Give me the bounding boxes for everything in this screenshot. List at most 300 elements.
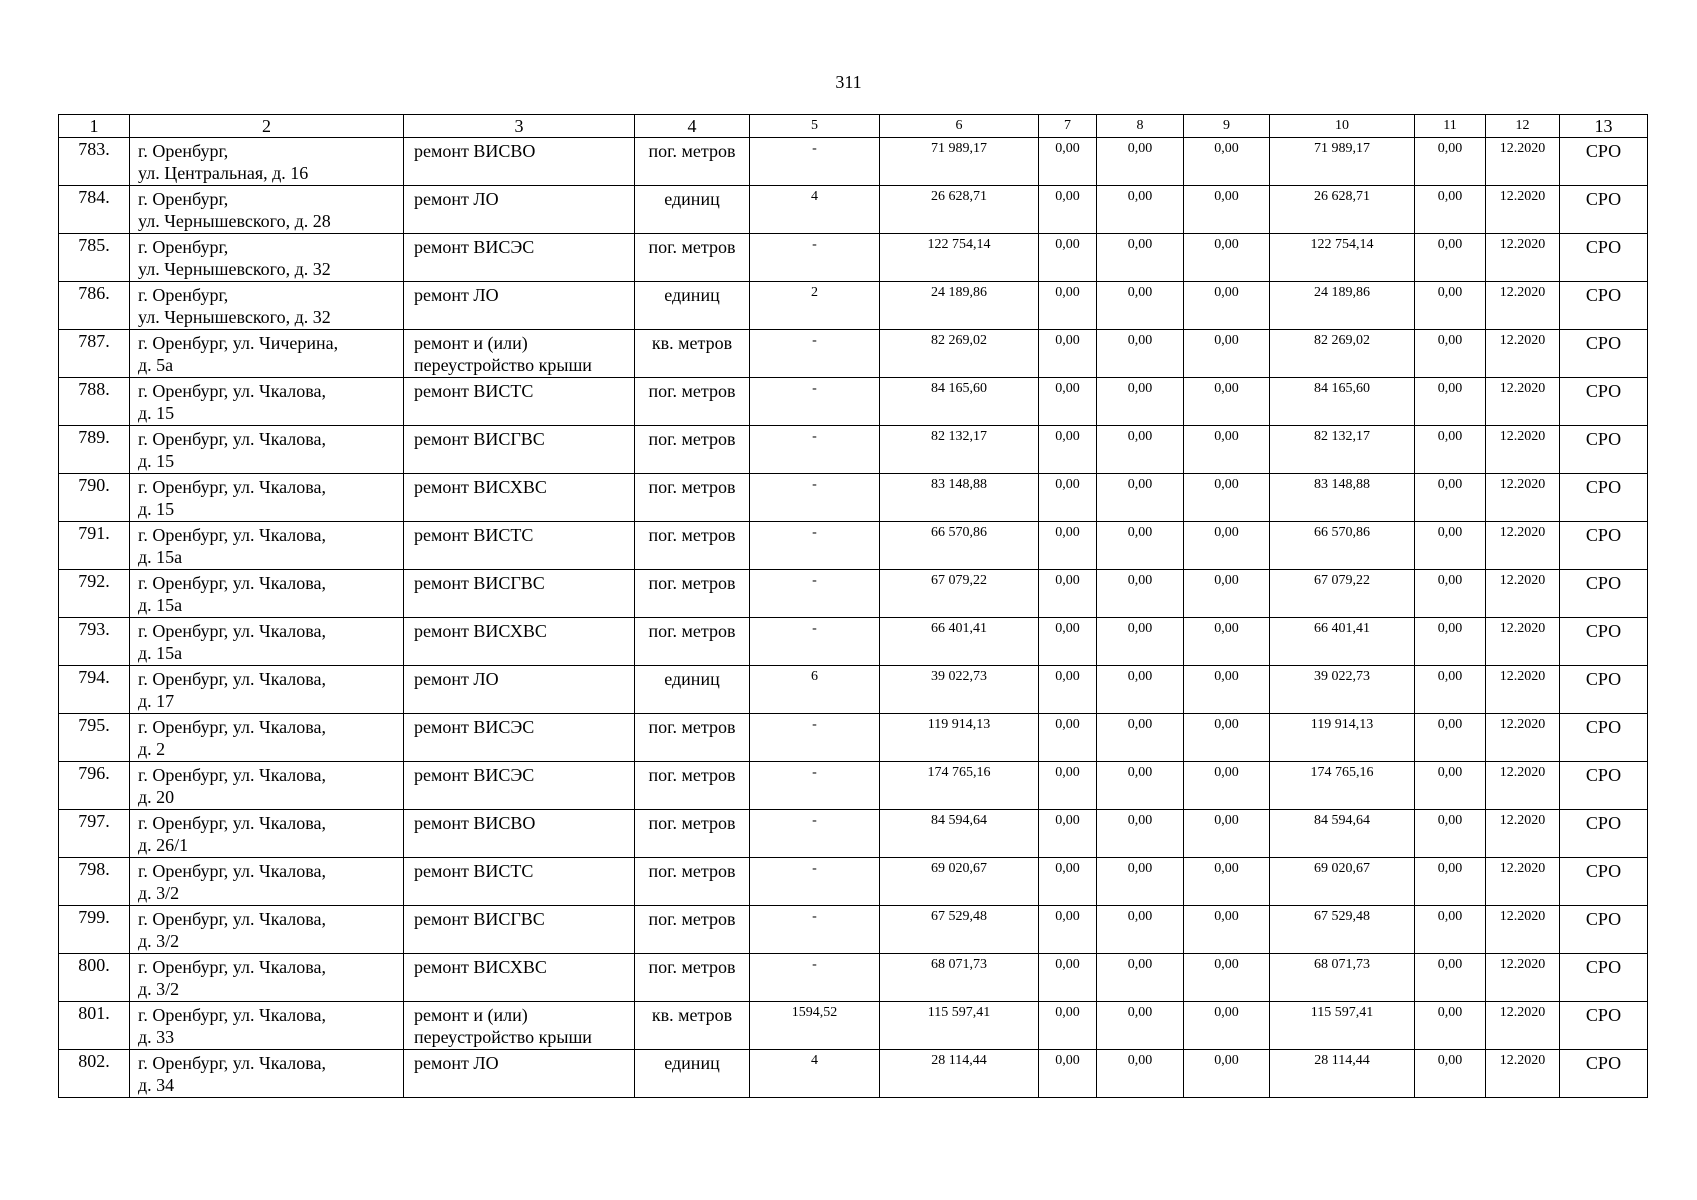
method-cell: СРО bbox=[1560, 186, 1648, 234]
value-cell-11: 0,00 bbox=[1415, 570, 1486, 618]
date-cell: 12.2020 bbox=[1486, 1050, 1560, 1098]
address-cell-line: д. 15 bbox=[138, 403, 175, 423]
value-cell-10: 24 189,86 bbox=[1270, 282, 1415, 330]
table-row bbox=[59, 1050, 1648, 1098]
row-number-cell: 802. bbox=[59, 1050, 130, 1098]
method-cell: СРО bbox=[1560, 330, 1648, 378]
value-cell-8: 0,00 bbox=[1097, 474, 1184, 522]
address-cell-line: г. Оренбург, bbox=[138, 285, 229, 305]
value-cell-10: 84 594,64 bbox=[1270, 810, 1415, 858]
work-type-cell bbox=[404, 522, 635, 570]
address-cell-line: ул. Чернышевского, д. 28 bbox=[138, 211, 331, 231]
value-cell-7: 0,00 bbox=[1039, 810, 1097, 858]
value-cell-9: 0,00 bbox=[1184, 666, 1270, 714]
value-cell-7: 0,00 bbox=[1039, 666, 1097, 714]
date-cell: 12.2020 bbox=[1486, 234, 1560, 282]
address-cell bbox=[130, 186, 404, 234]
value-cell-11: 0,00 bbox=[1415, 906, 1486, 954]
volume-cell: - bbox=[750, 234, 880, 282]
value-cell-11: 0,00 bbox=[1415, 522, 1486, 570]
work-type-cell bbox=[404, 1002, 635, 1050]
table-row bbox=[59, 810, 1648, 858]
method-cell: СРО bbox=[1560, 906, 1648, 954]
work-type-cell-line: ремонт ВИСВО bbox=[414, 141, 536, 161]
total-cost-cell: 67 529,48 bbox=[880, 906, 1039, 954]
address-cell-line: д. 15а bbox=[138, 547, 183, 567]
date-cell: 12.2020 bbox=[1486, 570, 1560, 618]
address-cell bbox=[130, 666, 404, 714]
address-cell bbox=[130, 714, 404, 762]
table-row bbox=[59, 426, 1648, 474]
total-cost-cell: 26 628,71 bbox=[880, 186, 1039, 234]
date-cell: 12.2020 bbox=[1486, 186, 1560, 234]
volume-cell: - bbox=[750, 810, 880, 858]
address-cell-line: ул. Чернышевского, д. 32 bbox=[138, 259, 331, 279]
row-number-cell: 796. bbox=[59, 762, 130, 810]
unit-cell: пог. метров bbox=[635, 618, 750, 666]
volume-cell: 4 bbox=[750, 1050, 880, 1098]
value-cell-9: 0,00 bbox=[1184, 714, 1270, 762]
method-cell: СРО bbox=[1560, 1002, 1648, 1050]
value-cell-8: 0,00 bbox=[1097, 618, 1184, 666]
value-cell-11: 0,00 bbox=[1415, 810, 1486, 858]
date-cell: 12.2020 bbox=[1486, 714, 1560, 762]
value-cell-9: 0,00 bbox=[1184, 810, 1270, 858]
address-cell bbox=[130, 858, 404, 906]
work-type-cell-line: ремонт ЛО bbox=[414, 1053, 499, 1073]
volume-cell: - bbox=[750, 426, 880, 474]
unit-cell: пог. метров bbox=[635, 378, 750, 426]
method-cell: СРО bbox=[1560, 378, 1648, 426]
work-type-cell bbox=[404, 234, 635, 282]
address-cell-line: г. Оренбург, ул. Чкалова, bbox=[138, 813, 327, 833]
address-cell bbox=[130, 378, 404, 426]
value-cell-8: 0,00 bbox=[1097, 858, 1184, 906]
work-type-cell bbox=[404, 282, 635, 330]
address-cell-line: д. 3/2 bbox=[138, 883, 180, 903]
table-row bbox=[59, 666, 1648, 714]
value-cell-9: 0,00 bbox=[1184, 858, 1270, 906]
volume-cell: - bbox=[750, 138, 880, 186]
work-type-cell bbox=[404, 906, 635, 954]
address-cell-line: г. Оренбург, ул. Чкалова, bbox=[138, 573, 327, 593]
value-cell-7: 0,00 bbox=[1039, 426, 1097, 474]
value-cell-11: 0,00 bbox=[1415, 330, 1486, 378]
value-cell-8: 0,00 bbox=[1097, 1002, 1184, 1050]
row-number-cell: 784. bbox=[59, 186, 130, 234]
value-cell-11: 0,00 bbox=[1415, 714, 1486, 762]
column-header: 8 bbox=[1097, 115, 1184, 138]
work-type-cell bbox=[404, 186, 635, 234]
address-cell bbox=[130, 330, 404, 378]
date-cell: 12.2020 bbox=[1486, 426, 1560, 474]
work-type-cell-line: переустройство крыши bbox=[414, 355, 592, 375]
address-cell-line: д. 15 bbox=[138, 499, 175, 519]
value-cell-9: 0,00 bbox=[1184, 474, 1270, 522]
row-number-cell: 785. bbox=[59, 234, 130, 282]
table-row bbox=[59, 378, 1648, 426]
table-row bbox=[59, 762, 1648, 810]
page-number: 311 bbox=[835, 72, 862, 92]
work-type-cell bbox=[404, 810, 635, 858]
value-cell-11: 0,00 bbox=[1415, 954, 1486, 1002]
table-body bbox=[59, 138, 1648, 1098]
work-type-cell-line: ремонт ВИСГВС bbox=[414, 429, 545, 449]
value-cell-7: 0,00 bbox=[1039, 954, 1097, 1002]
value-cell-10: 68 071,73 bbox=[1270, 954, 1415, 1002]
volume-cell: - bbox=[750, 330, 880, 378]
work-type-cell-line: ремонт ВИСХВС bbox=[414, 477, 547, 497]
date-cell: 12.2020 bbox=[1486, 474, 1560, 522]
volume-cell: 2 bbox=[750, 282, 880, 330]
value-cell-7: 0,00 bbox=[1039, 906, 1097, 954]
value-cell-7: 0,00 bbox=[1039, 1002, 1097, 1050]
address-cell-line: г. Оренбург, ул. Чкалова, bbox=[138, 621, 327, 641]
value-cell-7: 0,00 bbox=[1039, 618, 1097, 666]
value-cell-9: 0,00 bbox=[1184, 762, 1270, 810]
value-cell-10: 119 914,13 bbox=[1270, 714, 1415, 762]
address-cell bbox=[130, 474, 404, 522]
address-cell-line: г. Оренбург, ул. Чкалова, bbox=[138, 909, 327, 929]
address-cell-line: г. Оренбург, ул. Чкалова, bbox=[138, 717, 327, 737]
column-header: 12 bbox=[1486, 115, 1560, 138]
date-cell: 12.2020 bbox=[1486, 810, 1560, 858]
address-cell-line: г. Оренбург, ул. Чкалова, bbox=[138, 669, 327, 689]
value-cell-9: 0,00 bbox=[1184, 1002, 1270, 1050]
value-cell-11: 0,00 bbox=[1415, 138, 1486, 186]
value-cell-8: 0,00 bbox=[1097, 282, 1184, 330]
method-cell: СРО bbox=[1560, 954, 1648, 1002]
total-cost-cell: 82 269,02 bbox=[880, 330, 1039, 378]
row-number-cell: 801. bbox=[59, 1002, 130, 1050]
work-type-cell-line: ремонт и (или) bbox=[414, 1005, 528, 1025]
address-cell-line: г. Оренбург, ул. Чкалова, bbox=[138, 1005, 327, 1025]
unit-cell: пог. метров bbox=[635, 426, 750, 474]
total-cost-cell: 84 165,60 bbox=[880, 378, 1039, 426]
work-type-cell bbox=[404, 858, 635, 906]
volume-cell: 6 bbox=[750, 666, 880, 714]
work-type-cell-line: ремонт ВИСЭС bbox=[414, 717, 535, 737]
address-cell bbox=[130, 234, 404, 282]
work-type-cell bbox=[404, 666, 635, 714]
table-row bbox=[59, 906, 1648, 954]
table-row bbox=[59, 954, 1648, 1002]
capital-repair-table bbox=[58, 114, 1648, 1098]
value-cell-9: 0,00 bbox=[1184, 234, 1270, 282]
value-cell-8: 0,00 bbox=[1097, 810, 1184, 858]
unit-cell: пог. метров bbox=[635, 810, 750, 858]
column-header: 3 bbox=[404, 115, 635, 138]
value-cell-7: 0,00 bbox=[1039, 378, 1097, 426]
address-cell bbox=[130, 522, 404, 570]
table-row bbox=[59, 714, 1648, 762]
value-cell-11: 0,00 bbox=[1415, 186, 1486, 234]
method-cell: СРО bbox=[1560, 858, 1648, 906]
total-cost-cell: 115 597,41 bbox=[880, 1002, 1039, 1050]
address-cell bbox=[130, 1002, 404, 1050]
row-number-cell: 791. bbox=[59, 522, 130, 570]
total-cost-cell: 83 148,88 bbox=[880, 474, 1039, 522]
method-cell: СРО bbox=[1560, 762, 1648, 810]
value-cell-10: 66 401,41 bbox=[1270, 618, 1415, 666]
volume-cell: - bbox=[750, 618, 880, 666]
date-cell: 12.2020 bbox=[1486, 330, 1560, 378]
unit-cell: единиц bbox=[635, 282, 750, 330]
date-cell: 12.2020 bbox=[1486, 1002, 1560, 1050]
value-cell-8: 0,00 bbox=[1097, 186, 1184, 234]
table-row bbox=[59, 282, 1648, 330]
value-cell-9: 0,00 bbox=[1184, 954, 1270, 1002]
value-cell-7: 0,00 bbox=[1039, 762, 1097, 810]
total-cost-cell: 82 132,17 bbox=[880, 426, 1039, 474]
work-type-cell-line: переустройство крыши bbox=[414, 1027, 592, 1047]
value-cell-10: 39 022,73 bbox=[1270, 666, 1415, 714]
value-cell-11: 0,00 bbox=[1415, 1050, 1486, 1098]
column-header: 4 bbox=[635, 115, 750, 138]
address-cell-line: д. 15а bbox=[138, 643, 183, 663]
unit-cell: пог. метров bbox=[635, 138, 750, 186]
row-number-cell: 797. bbox=[59, 810, 130, 858]
value-cell-11: 0,00 bbox=[1415, 618, 1486, 666]
address-cell-line: г. Оренбург, ул. Чкалова, bbox=[138, 525, 327, 545]
address-cell bbox=[130, 618, 404, 666]
row-number-cell: 786. bbox=[59, 282, 130, 330]
work-type-cell-line: ремонт ЛО bbox=[414, 669, 499, 689]
unit-cell: пог. метров bbox=[635, 954, 750, 1002]
value-cell-8: 0,00 bbox=[1097, 762, 1184, 810]
row-number-cell: 787. bbox=[59, 330, 130, 378]
value-cell-11: 0,00 bbox=[1415, 762, 1486, 810]
row-number-cell: 789. bbox=[59, 426, 130, 474]
address-cell-line: д. 5а bbox=[138, 355, 174, 375]
table-row bbox=[59, 570, 1648, 618]
address-cell-line: д. 2 bbox=[138, 739, 166, 759]
value-cell-10: 28 114,44 bbox=[1270, 1050, 1415, 1098]
work-type-cell bbox=[404, 426, 635, 474]
column-header: 1 bbox=[59, 115, 130, 138]
value-cell-9: 0,00 bbox=[1184, 906, 1270, 954]
volume-cell: 4 bbox=[750, 186, 880, 234]
table-row bbox=[59, 522, 1648, 570]
row-number-cell: 788. bbox=[59, 378, 130, 426]
address-cell-line: ул. Чернышевского, д. 32 bbox=[138, 307, 331, 327]
work-type-cell-line: ремонт ВИСХВС bbox=[414, 621, 547, 641]
address-cell-line: г. Оренбург, ул. Чкалова, bbox=[138, 477, 327, 497]
unit-cell: пог. метров bbox=[635, 474, 750, 522]
address-cell-line: г. Оренбург, bbox=[138, 141, 229, 161]
work-type-cell-line: ремонт и (или) bbox=[414, 333, 528, 353]
address-cell bbox=[130, 762, 404, 810]
table-row bbox=[59, 474, 1648, 522]
value-cell-7: 0,00 bbox=[1039, 234, 1097, 282]
table-row bbox=[59, 858, 1648, 906]
value-cell-11: 0,00 bbox=[1415, 426, 1486, 474]
work-type-cell-line: ремонт ВИСВО bbox=[414, 813, 536, 833]
value-cell-11: 0,00 bbox=[1415, 282, 1486, 330]
unit-cell: пог. метров bbox=[635, 906, 750, 954]
total-cost-cell: 119 914,13 bbox=[880, 714, 1039, 762]
work-type-cell bbox=[404, 378, 635, 426]
work-type-cell-line: ремонт ВИСГВС bbox=[414, 909, 545, 929]
date-cell: 12.2020 bbox=[1486, 858, 1560, 906]
value-cell-7: 0,00 bbox=[1039, 330, 1097, 378]
value-cell-7: 0,00 bbox=[1039, 570, 1097, 618]
unit-cell: единиц bbox=[635, 186, 750, 234]
value-cell-10: 67 529,48 bbox=[1270, 906, 1415, 954]
row-number-cell: 790. bbox=[59, 474, 130, 522]
method-cell: СРО bbox=[1560, 666, 1648, 714]
date-cell: 12.2020 bbox=[1486, 522, 1560, 570]
volume-cell: - bbox=[750, 714, 880, 762]
address-cell bbox=[130, 1050, 404, 1098]
value-cell-9: 0,00 bbox=[1184, 282, 1270, 330]
volume-cell: - bbox=[750, 954, 880, 1002]
row-number-cell: 799. bbox=[59, 906, 130, 954]
value-cell-11: 0,00 bbox=[1415, 1002, 1486, 1050]
address-cell-line: г. Оренбург, ул. Чичерина, bbox=[138, 333, 339, 353]
address-cell bbox=[130, 906, 404, 954]
value-cell-7: 0,00 bbox=[1039, 1050, 1097, 1098]
method-cell: СРО bbox=[1560, 618, 1648, 666]
method-cell: СРО bbox=[1560, 474, 1648, 522]
table-row bbox=[59, 138, 1648, 186]
volume-cell: - bbox=[750, 474, 880, 522]
unit-cell: пог. метров bbox=[635, 522, 750, 570]
table-row bbox=[59, 186, 1648, 234]
value-cell-10: 67 079,22 bbox=[1270, 570, 1415, 618]
total-cost-cell: 71 989,17 bbox=[880, 138, 1039, 186]
work-type-cell bbox=[404, 618, 635, 666]
value-cell-9: 0,00 bbox=[1184, 570, 1270, 618]
value-cell-11: 0,00 bbox=[1415, 858, 1486, 906]
volume-cell: - bbox=[750, 762, 880, 810]
work-type-cell bbox=[404, 1050, 635, 1098]
header-row bbox=[59, 115, 1648, 138]
address-cell bbox=[130, 282, 404, 330]
volume-cell: - bbox=[750, 570, 880, 618]
work-type-cell-line: ремонт ВИСЭС bbox=[414, 765, 535, 785]
column-header: 10 bbox=[1270, 115, 1415, 138]
method-cell: СРО bbox=[1560, 570, 1648, 618]
unit-cell: пог. метров bbox=[635, 858, 750, 906]
value-cell-8: 0,00 bbox=[1097, 570, 1184, 618]
work-type-cell-line: ремонт ВИСТС bbox=[414, 525, 534, 545]
column-header: 13 bbox=[1560, 115, 1648, 138]
value-cell-10: 69 020,67 bbox=[1270, 858, 1415, 906]
total-cost-cell: 68 071,73 bbox=[880, 954, 1039, 1002]
total-cost-cell: 122 754,14 bbox=[880, 234, 1039, 282]
address-cell-line: г. Оренбург, bbox=[138, 237, 229, 257]
work-type-cell bbox=[404, 138, 635, 186]
address-cell-line: д. 34 bbox=[138, 1075, 175, 1095]
value-cell-8: 0,00 bbox=[1097, 666, 1184, 714]
work-type-cell-line: ремонт ВИСЭС bbox=[414, 237, 535, 257]
address-cell-line: г. Оренбург, ул. Чкалова, bbox=[138, 957, 327, 977]
column-header: 7 bbox=[1039, 115, 1097, 138]
value-cell-7: 0,00 bbox=[1039, 522, 1097, 570]
address-cell bbox=[130, 570, 404, 618]
value-cell-10: 83 148,88 bbox=[1270, 474, 1415, 522]
address-cell-line: г. Оренбург, bbox=[138, 189, 229, 209]
date-cell: 12.2020 bbox=[1486, 138, 1560, 186]
unit-cell: кв. метров bbox=[635, 330, 750, 378]
address-cell-line: д. 3/2 bbox=[138, 931, 180, 951]
value-cell-10: 115 597,41 bbox=[1270, 1002, 1415, 1050]
value-cell-8: 0,00 bbox=[1097, 330, 1184, 378]
address-cell-line: г. Оренбург, ул. Чкалова, bbox=[138, 1053, 327, 1073]
date-cell: 12.2020 bbox=[1486, 954, 1560, 1002]
total-cost-cell: 84 594,64 bbox=[880, 810, 1039, 858]
value-cell-8: 0,00 bbox=[1097, 378, 1184, 426]
row-number-cell: 783. bbox=[59, 138, 130, 186]
value-cell-10: 26 628,71 bbox=[1270, 186, 1415, 234]
row-number-cell: 794. bbox=[59, 666, 130, 714]
unit-cell: кв. метров bbox=[635, 1002, 750, 1050]
unit-cell: единиц bbox=[635, 1050, 750, 1098]
work-type-cell bbox=[404, 714, 635, 762]
work-type-cell-line: ремонт ВИСТС bbox=[414, 381, 534, 401]
method-cell: СРО bbox=[1560, 810, 1648, 858]
row-number-cell: 795. bbox=[59, 714, 130, 762]
address-cell-line: г. Оренбург, ул. Чкалова, bbox=[138, 429, 327, 449]
volume-cell: - bbox=[750, 378, 880, 426]
volume-cell: - bbox=[750, 858, 880, 906]
method-cell: СРО bbox=[1560, 714, 1648, 762]
unit-cell: пог. метров bbox=[635, 234, 750, 282]
value-cell-9: 0,00 bbox=[1184, 1050, 1270, 1098]
value-cell-7: 0,00 bbox=[1039, 138, 1097, 186]
value-cell-8: 0,00 bbox=[1097, 906, 1184, 954]
value-cell-11: 0,00 bbox=[1415, 378, 1486, 426]
address-cell-line: ул. Центральная, д. 16 bbox=[138, 163, 309, 183]
work-type-cell-line: ремонт ЛО bbox=[414, 189, 499, 209]
table-row bbox=[59, 330, 1648, 378]
address-cell-line: д. 15 bbox=[138, 451, 175, 471]
method-cell: СРО bbox=[1560, 234, 1648, 282]
column-header: 11 bbox=[1415, 115, 1486, 138]
total-cost-cell: 28 114,44 bbox=[880, 1050, 1039, 1098]
value-cell-8: 0,00 bbox=[1097, 714, 1184, 762]
value-cell-7: 0,00 bbox=[1039, 282, 1097, 330]
work-type-cell bbox=[404, 570, 635, 618]
method-cell: СРО bbox=[1560, 1050, 1648, 1098]
value-cell-11: 0,00 bbox=[1415, 234, 1486, 282]
total-cost-cell: 39 022,73 bbox=[880, 666, 1039, 714]
value-cell-9: 0,00 bbox=[1184, 186, 1270, 234]
value-cell-10: 174 765,16 bbox=[1270, 762, 1415, 810]
value-cell-9: 0,00 bbox=[1184, 426, 1270, 474]
method-cell: СРО bbox=[1560, 282, 1648, 330]
value-cell-10: 84 165,60 bbox=[1270, 378, 1415, 426]
address-cell bbox=[130, 138, 404, 186]
unit-cell: пог. метров bbox=[635, 570, 750, 618]
total-cost-cell: 66 401,41 bbox=[880, 618, 1039, 666]
row-number-cell: 798. bbox=[59, 858, 130, 906]
date-cell: 12.2020 bbox=[1486, 906, 1560, 954]
volume-cell: 1594,52 bbox=[750, 1002, 880, 1050]
value-cell-8: 0,00 bbox=[1097, 234, 1184, 282]
total-cost-cell: 67 079,22 bbox=[880, 570, 1039, 618]
address-cell-line: г. Оренбург, ул. Чкалова, bbox=[138, 765, 327, 785]
unit-cell: пог. метров bbox=[635, 714, 750, 762]
address-cell-line: д. 15а bbox=[138, 595, 183, 615]
value-cell-8: 0,00 bbox=[1097, 954, 1184, 1002]
table-row bbox=[59, 234, 1648, 282]
value-cell-8: 0,00 bbox=[1097, 522, 1184, 570]
column-header: 6 bbox=[880, 115, 1039, 138]
value-cell-8: 0,00 bbox=[1097, 138, 1184, 186]
address-cell-line: г. Оренбург, ул. Чкалова, bbox=[138, 861, 327, 881]
